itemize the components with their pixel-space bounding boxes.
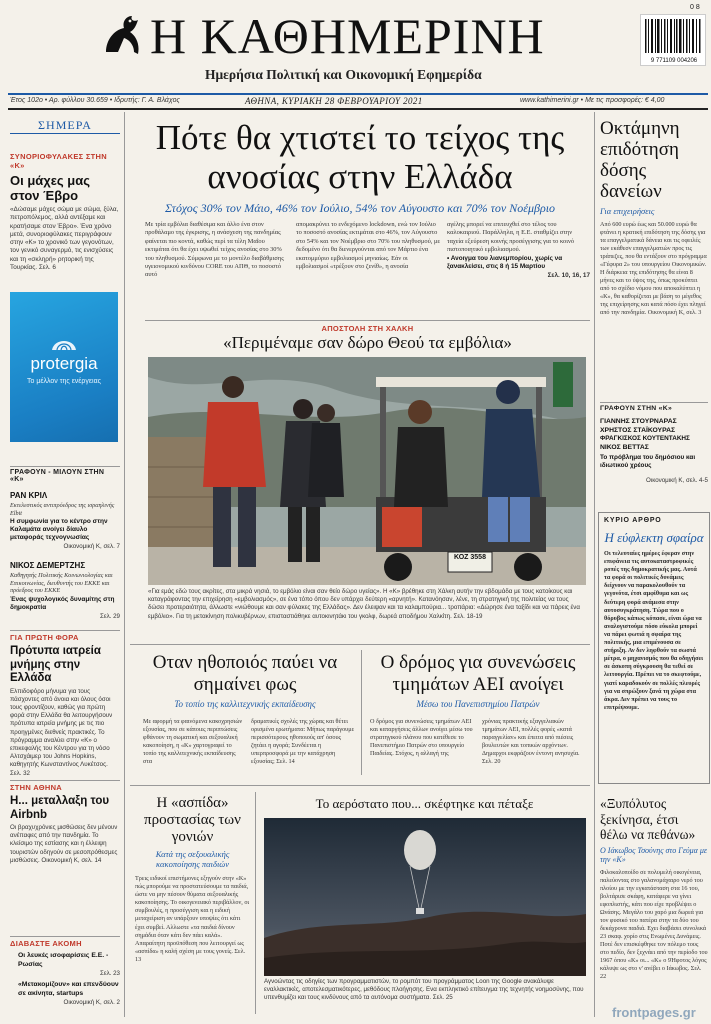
story-aspida-body: Τρεις ειδικοί επιστήμονες εξηγούν στην «Κ» πώς μπορούμε να προστατεύσουμε τα παιδιά, ώστε να μην πέσουν θύματα σεξουαλικής κακοποίησης. Το οικογενειακό περιβάλλον, οι συμβουλές, η προσέγγιση και η ειδική μεταχείριση αν υπάρξουν υποψίες ότι κάτι έχει συμβεί. Αλλωστε «τα παιδιά δίνουν σημάδια όταν κάτι δεν πάει καλά». Απαραίτητη προϋπόθεση που λειτουργεί ως «ασπίδα» η καλή σχέση με τους γονείς. Σελ. 13: [135, 875, 250, 963]
protergia-tagline: Το μέλλον της ενέργειας: [26, 378, 102, 385]
lead-col3: [447, 221, 590, 280]
right-writer-1: ΓΙΑΝΝΗΣ ΣΤΟΥΡΝΑΡΑΣ: [600, 418, 677, 425]
dateline: ΑΘΗΝΑ, ΚΥΡΙΑΚΗ 28 ΦΕΒΡΟΥΑΡΙΟΥ 2021: [245, 96, 423, 106]
left-story-evros-title: Οι μάχες μας στον Έβρο: [10, 173, 91, 203]
barcode: [640, 14, 706, 66]
balloon-caption: Αγνοώντας τις οδηγίες των προγραμματιστών, το ρομπότ του προγράμματος Loon της Google ανακάλυψε εναλλακτικές, αποτελεσματικότερες, μεθόδους πλοήγησης. Ενα εκπληκτικό επίτευγμα της τεχνητής νοημοσύνης, που υπενθυμίζει και τους κινδύνους από τα αυτόνομα συστήματα. Σελ. 25: [264, 978, 584, 1002]
story-aei-subhead: Μέσω του Πανεπιστημίου Πατρών: [416, 699, 540, 709]
left-opinion-kicker: ΓΡΑΦΟΥΝ - ΜΙΛΟΥΝ ΣΤΗΝ «Κ»: [10, 466, 120, 483]
story-aspida-title: Η «ασπίδα» προστασίας των γονιών: [144, 795, 241, 845]
lead-col3-ref: Σελ. 10, 16, 17: [547, 272, 590, 280]
protergia-ad[interactable]: [10, 292, 118, 442]
right-writer-4: ΝΙΚΟΣ ΒΕΤΤΑΣ: [600, 443, 649, 451]
right-story-tsounis-body: Φιλοκαλοποίδο σε πολυμελή οικογένεια, παλεύοντας στο γαλανομάχαιρο νερό του πλοίου με την εγκατάσταση στα 16 του, βολτάρισε σκάφη, κατάφερε να γίνει εφοπλιστής, κάτι που είχε προβλέψει ο Ωνάσης. Μεγάλο του χαρό μια δωρεά για τον φυσικό του πατέρα στην τα δύο του δεκάχρονα παιδιά. Εχει διαβάσει συνολικά 23 σκαφ. χορίο στις Ενωμένες Δυνάμεις. Ποτέ δεν επισκέφθηκε τον πόλεμο τους στο πεδίο, δεν ξεχνάει από την περίοδο του 1967 όπου «Κ» οι... «Κ» ο 9Ήφοτος λόγος κάλυψε ως στο ν' ανέβει ο Ιάκωβος. Σελ. 22: [600, 868, 708, 980]
cart-plate: ΚΟΖ 3558: [454, 554, 486, 561]
story-ithopoios: [135, 652, 355, 709]
owl-emblem-icon: [100, 12, 146, 58]
left-airbnb-title: Η... μεταλλαξη του Airbnb: [10, 795, 110, 821]
today-label: ΣΗΜΕΡΑ: [10, 118, 120, 134]
left-opinion-author2: ΝΙΚΟΣ ΔΕΜΕΡΤΖΗΣ: [10, 561, 86, 571]
left-also-item2[interactable]: «Μετακομίζουν» και επενδύουν σε ακίνητα, startups: [18, 981, 119, 997]
lead-subhead: Στόχος 30% τον Μάιο, 46% τον Ιούλιο, 54% τον Αύγουστο και 70% τον Νοέμβριο: [164, 201, 556, 215]
story-ithopoios-col2: δραματικές σχολές της χώρας και θέτει ορισμένα ερωτήματα: Μήπως παράγουμε περισσότερους ηθοποιούς απ' όσους ζητάει η αγορά; Συνδέεται η υπερπροσφορά με την κατάχρηση εξουσίας; Σελ. 14: [251, 718, 355, 765]
barcode-number: 9 771109 004206: [650, 58, 698, 64]
left-memory-title: Πρότυπα ιατρεία μνήμης στην Ελλάδα: [10, 645, 101, 684]
right-column-divider: [594, 112, 595, 1017]
left-opinion-author1-ref: Οικονομική Κ, σελ. 7: [63, 543, 120, 551]
editorial-box: [598, 512, 710, 784]
lead-col3-bold: • Ανοιγμα του λιανεμπορίου, χωρίς να ξανακλείσει, στις 8 ή 15 Μαρτίου: [447, 254, 563, 271]
story-ithopoios-subhead: Το τοπίο της καλλιτεχνικής εκπαίδευσης: [174, 699, 316, 709]
left-column-divider: [124, 112, 125, 1017]
story-aspida-subhead: Κατά της σεξουαλικής κακοποίησης παιδιών: [155, 849, 230, 869]
left-airbnb: [10, 780, 120, 906]
lead-col2: απομακρύνει το ενδεχόμενο lockdown, ενώ τον Ιούλιο το ποσοστό ανοσίας εκτιμάται στο 46%, τον Αύγουστο στο 54% και τον Νοέμβριο στο 70% του πληθυσμού, με δεδομένο ότι θα διενεργούνται από τον Μάρτιο ένα εκατομμύριο εμβολιασμοί μηνιαίως. Εάν οι εμβολιασμοί «τρέξουν στο ζενίθ», η ανοσία: [296, 221, 441, 271]
story-aei-title: Ο δρόμος για συνενώσεις τμημάτων ΑΕΙ ανοίγει: [380, 652, 576, 695]
left-opinion-author2-ref: Σελ. 29: [100, 612, 120, 620]
right-writer-3: ΦΡΑΓΚΙΣΚΟΣ ΚΟΥΤΕΝΤΑΚΗΣ: [600, 435, 690, 443]
watermark: frontpages.gr: [612, 1005, 696, 1020]
right-story-tsounis-subhead: Ο Ιάκωβος Τσούνης στο Γεύμα με την «Κ»: [600, 845, 708, 864]
left-also-item1[interactable]: Οι λευκές ισοφαρίσεις Ε.Ε. - Ρωσίας: [18, 952, 109, 968]
right-story-tsounis: [600, 796, 708, 997]
left-airbnb-body: Οι βραχυχρόνιες μισθώσεις δεν μένουν ανέπαφες από την πανδημία. Το κλείσιμο της εστίασης και η έλλειψη τουριστών οδηγούν σε μεσοπρόθεσμες μισθώσεις. Οικονομική Κ, σελ. 14: [10, 824, 118, 864]
photo-halki: [148, 357, 586, 585]
lower-vertical-divider: [255, 792, 256, 1014]
right-story-loans: [600, 118, 708, 381]
photo-caption: «Για εμάς εδώ τους ακρίτες, στα μικρά νησιά, το εμβόλιο είναι σαν θείο δώρο υγείας». Η «Κ» βρέθηκε στη Χάλκη αυτήν την εβδομάδα με τους κατοίκους και καταγράφοντας την επιχείρηση «εμβολιασμός», σε ένα τόπο όπου δεν υπάρχει δεύτερη «αρνητή». Κατανόησαν, λένε, τη στρατηγική της πολιτείας να τους δώσει προτεραιότητα, άλλωστε «νιώθουμε και σαν φύλακες της Ελλάδας». Δεν έλειψαν και τα καλαμπούρια... τροπάρια: «Δώρησε ένα ταξίδι και να πάρεις ένα εμβόλιο». Για τη μετακίνηση πολικυβέρνων, επισταστιάθηκε αυτοκινητάκι του γκολφ, δωρεά αποδήμου Χαλκίτη. Σελ. 18-19: [148, 588, 580, 620]
story-aei: [367, 652, 589, 709]
photo-balloon: [264, 818, 586, 976]
founding-line: Έτος 102ο • Αρ. φύλλου 30.659 • Ιδρυτής: Γ. Α. Βλάχος: [10, 97, 180, 104]
mid-vertical-divider: [361, 650, 362, 775]
right-story-tsounis-title: «Ξυπόλυτος ξεκίνησα, έτσι θέλω να πεθάνω»: [600, 796, 696, 842]
left-story-evros: [10, 152, 120, 298]
story-aei-col1: Ο δρόμος για συνενώσεις τμημάτων ΑΕΙ και καταργήσεις άλλων ανοίγει μέσω του στρατηγικού πλάνου που κατέθεσε το Πανεπιστήμιο Πατρών στο υπουργείο Παιδείας. Στόχος, η αλλαγή της: [370, 718, 473, 757]
left-opinion: [10, 466, 120, 621]
protergia-brand: protergia: [30, 354, 98, 373]
masthead-rule-bottom: [8, 108, 708, 110]
lead-col3-text: αγέλης μπορεί να επιτευχθεί στο τέλος του καλοκαιριού. Παράλληλα, η Ε.Ε. σταθμίζει στην ταχεία εξεύρεση κοινής προσέγγισης για το κοινό πιστοποιητικό εμβολιασμού.: [447, 221, 575, 254]
lead-rule: [145, 320, 590, 321]
editorial-body: Οι τελευταίες ημέρες έφεραν στην επιφάνεια τις αυτοκαταστροφικές ροπές της δημοκρατικής μας. Αυτά τα φορά οι πολιτικές δυνάμεις δείχνουν να παρακολουθούν τα γεγονότα, έτσι αμφίθυμα και ως δεύτερη φορά ανάμεσα στην αυτοσυγκράτηση. Τώρα που ο θόρυβος κάπως κόπασε, είναι ώρα να αναλογιστούμε πόσο εύκολα μπορεί να πάρει φωτιά η σφαίρα της πολιτικής, μια επιμένουσα σε στήριξη. Αν δεν ληφθούν τα σωστά μέτρα, ο μηχανισμός που θα οδηγήσει σε άσκοπη σύγκρουση θα τεθεί σε λειτουργία. Πρέπει να το σκεφτούμε, γιατί καραδοκούν σε πολλές πλευρές για να σπρώξουν ξανά τη χώρα στα άκρα. Δεν πρέπει να τους το επιτρέψουμε.: [604, 550, 704, 711]
left-opinion-author1-text: Η συμφωνία για το κέντρο στην Καλαμάτα ανοίγει δίαυλο μεταφοράς τεχνογνωσίας: [10, 518, 108, 542]
lead-title: Πότε θα χτιστεί το τείχος της ανοσίας στην Ελλάδα: [155, 118, 565, 196]
left-memory-kicker: ΓΙΑ ΠΡΩΤΗ ΦΟΡΑ: [10, 630, 120, 642]
left-story-evros-kicker: ΣΥΝΟΡΙΟΦΥΛΑΚΕΣ ΣΤΗΝ «Κ»: [10, 152, 107, 170]
right-story-loans-body: Από 600 ευρώ έως και 50.000 ευρώ θα φτάνει η κρατική επιδότηση της δόσης για τα επαγγελματικά δάνεια και τις οφειλές των εκάθεσν επαγγελματιών προς τις τράπεζες, που θα εντάξουν στο πρόγραμμα «Γέφυρα 2» του υπουργείου Οικονομικών. Η διάρκεια της επιδότησης θα είναι 8 μήνες και το ύψος της, όπως προκύπτει από το σχέδιο νόμου που αποκαλύπτει η «Κ», θα καθορίζεται με βάση το μέγεθος της επιχείρησης και κατά πόσο έχει πληγεί από την πανδημία. Οικονομική Κ, σελ. 3: [600, 221, 707, 316]
lower-rule: [130, 785, 590, 786]
editorial-kicker: ΚΥΡΙΟ ΑΡΘΡΟ: [604, 517, 662, 524]
right-story-loans-title: Οκτάμηνη επιδότηση δόσης δανείων: [600, 118, 680, 202]
site-line: www.kathimerini.gr • Με τις προσφορές: € 4,00: [520, 97, 665, 104]
left-airbnb-kicker: ΣΤΗΝ ΑΘΗΝΑ: [10, 780, 120, 792]
left-also-item2-ref: Οικονομική Κ, σελ. 2: [63, 999, 120, 1006]
story-balloon-title: Το αερόστατο που... σκέφτηκε και πέταξε: [315, 796, 534, 811]
masthead-subtitle: Ημερήσια Πολιτική και Οικονομική Εφημερίδα: [205, 67, 482, 82]
right-writers-text: Το πρόβλημα του δημόσιου και ιδιωτικού χρέους: [600, 454, 696, 470]
left-story-evros-body: «Δώσαμε μάχες σώμα με σώμα, ξύλα, πετροπόλεμος, αλλά αντέξαμε και κρατήσαμε στον Έβρο». Ένα χρόνο μετά, συνοριοφύλακες περιγράφουν στην «Κ» το χρονικό των γεγονότων, τον γενικό συναγερμό, τις ενισχύσεις και τη «σκληρή» ρητορική της Τουρκίας. Σελ. 6: [10, 206, 119, 272]
left-memory-body: Ελπιδοφόρο μήνυμα για τους πάσχοντες από άνοια και όλους όσοι τους φροντίζουν, καθώς για πρώτη φορά στην Ελλάδα θα λειτουργήσουν πρότυπα ιατρεία μνήμης με τις πιο προηγμένες διεθνείς πρακτικές. Το πρόγραμμα αναλύει στην «Κ» ο επικεφαλής του Κέντρου για τη νόσο Αλτσχάιμερ του Johns Hopkins, καθηγητής Κωνσταντίνος Λυκέτσος. Σελ. 32: [10, 687, 113, 777]
photo-story-title: «Περιμέναμε σαν δώρο Θεού τα εμβόλια»: [223, 333, 512, 352]
editorial-title: Η εύφλεκτη σφαίρα: [604, 530, 704, 545]
left-opinion-author2-role: Καθηγητής Πολιτικής Κοινωνιολογίας και Επικοινωνίας, διευθυντής του ΕΚΚΕ και πρόεδρος του ΕΚΚΕ: [10, 572, 113, 595]
right-writers: [600, 402, 708, 485]
protergia-logo-icon: [50, 332, 78, 352]
story-aei-col2: χρόνιας πρακτικής εξαγγελιακών τμημάτων ΑΕΙ, πολλές φορές «κατά παραγγελίαν» και έπειτα από πιέσεις βουλευτών και τοπικών αρχόντων. Δημαρχοι εκφράζουν έντονη ανησυχία. Σελ. 20: [482, 718, 580, 765]
right-writer-2: ΧΡΗΣΤΟΣ ΣΤΑΪΚΟΥΡΑΣ: [600, 426, 676, 434]
right-writers-kicker: ΓΡΑΦΟΥΝ ΣΤΗΝ «Κ»: [600, 402, 708, 412]
left-opinion-author1: ΡΑΝ ΚΡΙΛ: [10, 491, 48, 500]
balloon-scene: [264, 818, 586, 976]
halki-scene: [148, 357, 586, 585]
story-ithopoios-title: Οταν ηθοποιός παύει να σημαίνει φως: [152, 652, 338, 695]
left-memory-clinics: [10, 630, 120, 795]
photo-story-kicker: ΑΠΟΣΤΟΛΗ ΣΤΗ ΧΑΛΚΗ: [321, 324, 414, 333]
story-aspida: [135, 795, 250, 1005]
lead-col1: Με τρία εμβόλια διαθέσιμα και άλλο ένα στον προθάλαμο της έγκρισης, η ανάσχεση της πανδημίας φαίνεται πιο κοντά, καθώς περί τα τέλη Μαΐου εκτιμάται ότι θα έχει υψωθεί τείχος ανοσίας στο 30% του πληθυσμού. Σύμφωνα με το μοντέλο διαβάθμισης υγειονομικού κινδύνου CORE του ΑΠΘ, το ποσοστό αυτό: [145, 221, 284, 279]
mid-rule: [130, 644, 590, 645]
masthead-title: Η ΚΑΘΗΜΕΡΙΝΗ: [150, 8, 545, 64]
left-also-read: [10, 936, 120, 1007]
story-ithopoios-col1: Με αφορμή τα φαινόμενα κακοχρησιών εξουσίας, που σε κάποιες περιπτώσεις φθάνουν τη σωματική και σεξουαλική κακοποίηση, η «Κ» χαρτογραφεί το τοπίο της καλλιτεχνικής εκπαίδευσης στα: [143, 718, 243, 765]
left-also-kicker: ΔΙΑΒΑΣΤΕ ΑΚΟΜΗ: [10, 936, 120, 948]
left-also-item1-ref: Σελ. 23: [100, 970, 120, 977]
left-opinion-author2-text: Ένας ψυχολογικός δυναμίτης στη δημοκρατία: [10, 595, 115, 611]
left-opinion-author1-role: Εκτελεστικός αντιπρόεδρος της ισραηλινής Elbit: [10, 502, 115, 517]
masthead-rule-top: [8, 93, 708, 95]
right-story-loans-subhead: Για επιχειρήσεις: [600, 206, 655, 216]
barcode-top: 0 8: [690, 4, 700, 11]
right-writers-ref: Οικονομική Κ, σελ. 4-5: [646, 477, 708, 485]
